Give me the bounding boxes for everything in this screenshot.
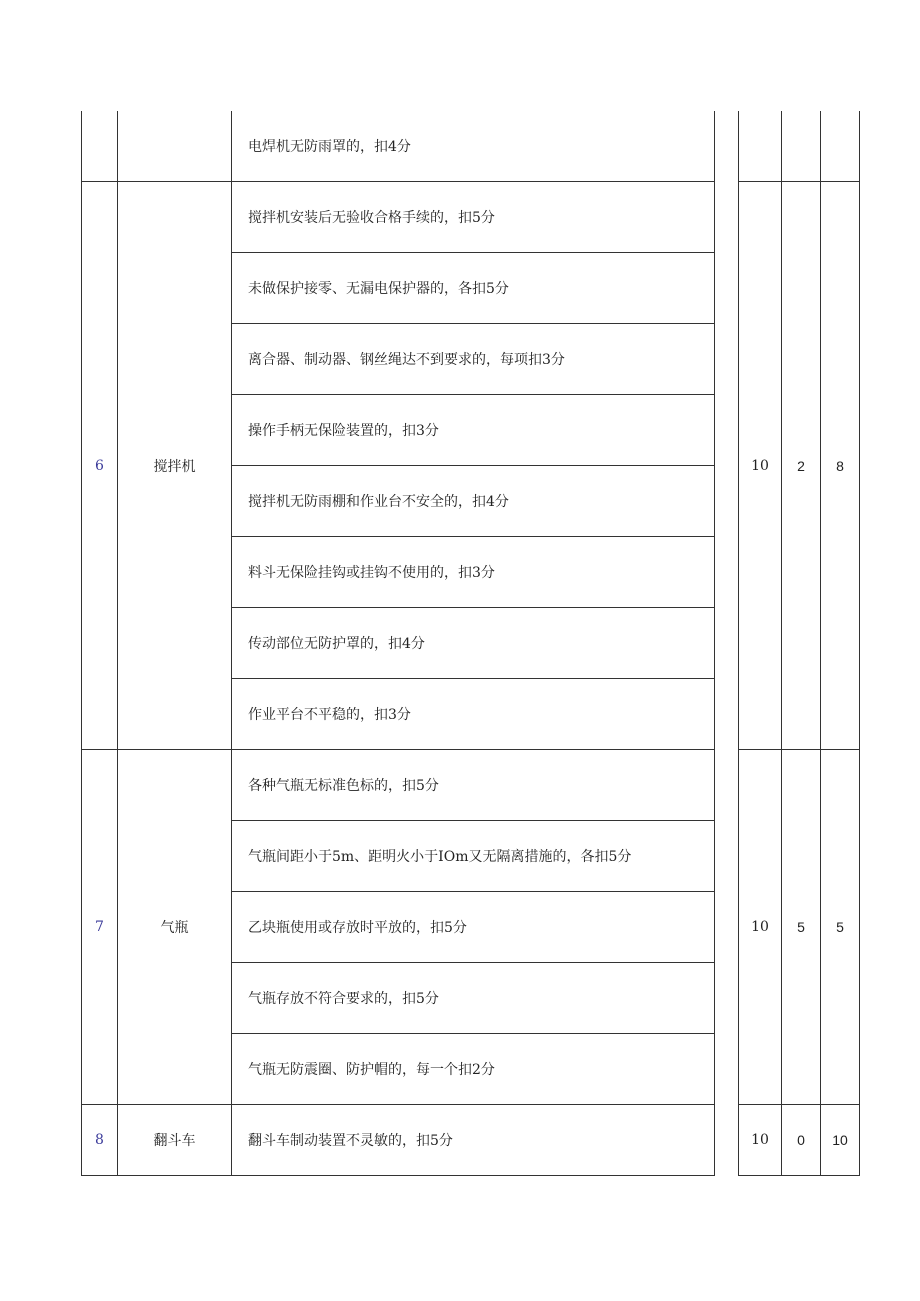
item-number: 6 [82,182,118,750]
item-name: 气瓶 [118,750,232,1105]
full-score: 10 [739,750,782,1105]
deduction-item: 搅拌机无防雨棚和作业台不安全的，扣4分 [232,466,715,537]
inspection-score-table [81,111,860,1176]
table-row [82,750,860,821]
item-number: 7 [82,750,118,1105]
deduction-item: 作业平台不平稳的，扣3分 [232,679,715,750]
full-score-cell [739,111,782,182]
full-score: 10 [739,182,782,750]
actual-score-cell [821,111,860,182]
table-row [82,182,860,253]
deduction-item: 搅拌机安装后无验收合格手续的，扣5分 [232,182,715,253]
deduction-item: 料斗无保险挂钩或挂钩不使用的，扣3分 [232,537,715,608]
blank-column [715,182,739,750]
deducted-score: 2 [782,182,821,750]
table-row [82,111,860,182]
deduction-item: 气瓶存放不符合要求的，扣5分 [232,963,715,1034]
full-score: 10 [739,1105,782,1176]
blank-column [715,111,739,182]
blank-column [715,750,739,1105]
item-number: 8 [82,1105,118,1176]
actual-score: 8 [821,182,860,750]
item-name: 翻斗车 [118,1105,232,1176]
deduction-item: 未做保护接零、无漏电保护器的，各扣5分 [232,253,715,324]
actual-score: 10 [821,1105,860,1176]
item-name: 搅拌机 [118,182,232,750]
deduction-item: 电焊机无防雨罩的，扣4分 [232,111,715,182]
deduction-item: 离合器、制动器、钢丝绳达不到要求的，每项扣3分 [232,324,715,395]
deduction-item: 气瓶无防震圈、防护帽的，每一个扣2分 [232,1034,715,1105]
deduction-item: 翻斗车制动装置不灵敏的，扣5分 [232,1105,715,1176]
deduction-item: 各种气瓶无标准色标的，扣5分 [232,750,715,821]
deducted-score: 5 [782,750,821,1105]
table-row [82,1105,860,1176]
deduction-item: 操作手柄无保险装置的，扣3分 [232,395,715,466]
deduction-item: 传动部位无防护罩的，扣4分 [232,608,715,679]
deducted-score: 0 [782,1105,821,1176]
item-number-cell [82,111,118,182]
deduction-item: 气瓶间距小于5m、距明火小于IOm又无隔离措施的，各扣5分 [232,821,715,892]
blank-column [715,1105,739,1176]
actual-score: 5 [821,750,860,1105]
deduction-item: 乙块瓶使用或存放时平放的，扣5分 [232,892,715,963]
item-name-cell [118,111,232,182]
deducted-score-cell [782,111,821,182]
